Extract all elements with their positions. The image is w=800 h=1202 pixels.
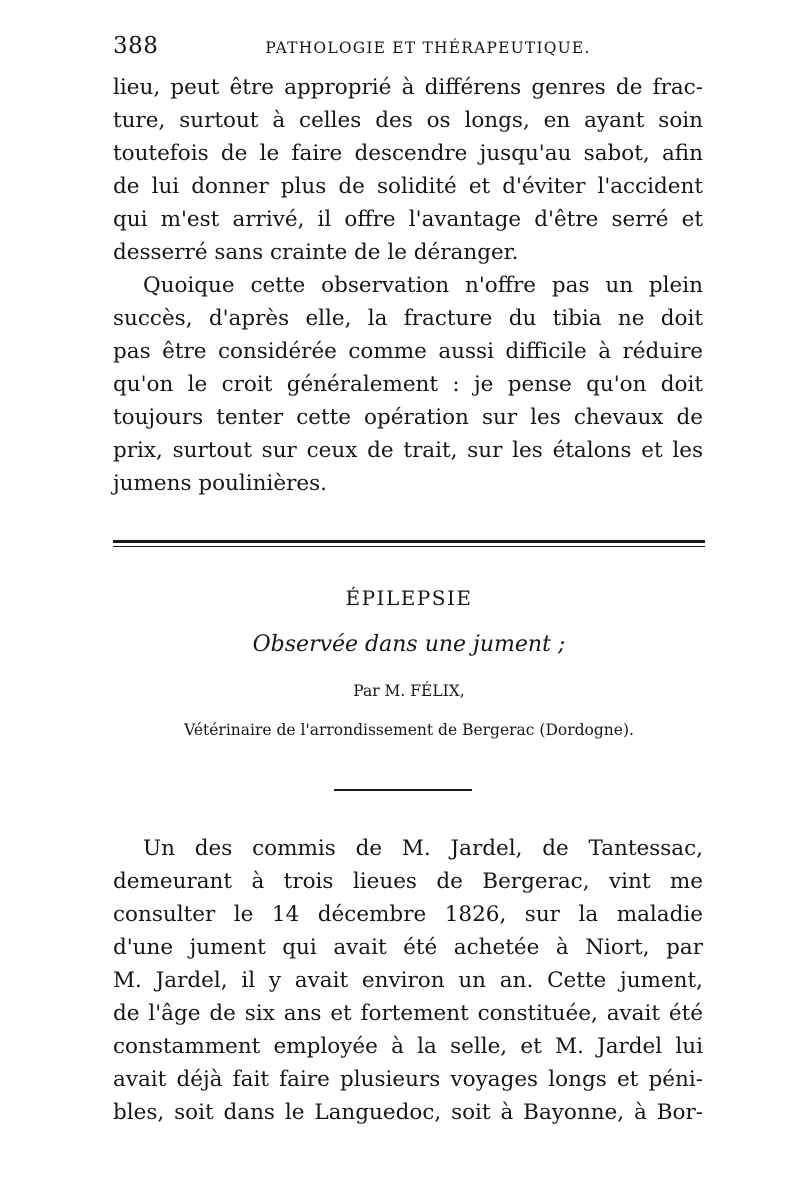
text-line: qu'on le croit généralement : je pense qu'on doit <box>113 372 703 397</box>
text-line: de lui donner plus de solidité et d'éviter l'accident <box>113 174 703 199</box>
text-line: pas être considérée comme aussi difficile à réduire <box>113 339 703 364</box>
text-line: de l'âge de six ans et fortement constituée, avait été <box>113 1001 703 1026</box>
article-title: ÉPILEPSIE <box>345 586 473 610</box>
text-line: qui m'est arrivé, il offre l'avantage d'être serré et <box>113 207 703 232</box>
text-line: jumens poulinières. <box>113 471 327 496</box>
text-line: prix, surtout sur ceux de trait, sur les étalons et les <box>113 438 703 463</box>
text-line: Un des commis de M. Jardel, de Tantessac, <box>143 836 703 861</box>
text-line: constamment employée à la selle, et M. Jardel lui <box>113 1034 703 1059</box>
text-line: Quoique cette observation n'offre pas un plein <box>143 273 703 298</box>
running-head: PATHOLOGIE ET THÉRAPEUTIQUE. <box>265 39 591 57</box>
section-divider <box>113 540 705 549</box>
text-line: bles, soit dans le Languedoc, soit à Bayonne, à Bor- <box>113 1100 703 1125</box>
author-affiliation: Vétérinaire de l'arrondissement de Bergerac (Dordogne). <box>184 721 634 739</box>
text-line: demeurant à trois lieues de Bergerac, vint me <box>113 869 703 894</box>
article-subtitle: Observée dans une jument ; <box>252 632 566 657</box>
text-line: avait déjà fait faire plusieurs voyages longs et péni- <box>113 1067 703 1092</box>
short-divider <box>334 789 472 791</box>
text-line: M. Jardel, il y avait environ un an. Cette jument, <box>113 968 703 993</box>
article-author: Par M. FÉLIX, <box>353 682 465 700</box>
text-line: lieu, peut être approprié à différens genres de frac- <box>113 75 703 100</box>
page-header <box>113 33 703 65</box>
text-line: ture, surtout à celles des os longs, en ayant soin <box>113 108 703 133</box>
text-line: toujours tenter cette opération sur les chevaux de <box>113 405 703 430</box>
page-number: 388 <box>113 33 159 59</box>
text-line: desserré sans crainte de le déranger. <box>113 240 519 265</box>
text-line: d'une jument qui avait été achetée à Niort, par <box>113 935 703 960</box>
text-line: consulter le 14 décembre 1826, sur la maladie <box>113 902 703 927</box>
text-line: succès, d'après elle, la fracture du tibia ne doit <box>113 306 703 331</box>
text-line: toutefois de le faire descendre jusqu'au sabot, afin <box>113 141 703 166</box>
